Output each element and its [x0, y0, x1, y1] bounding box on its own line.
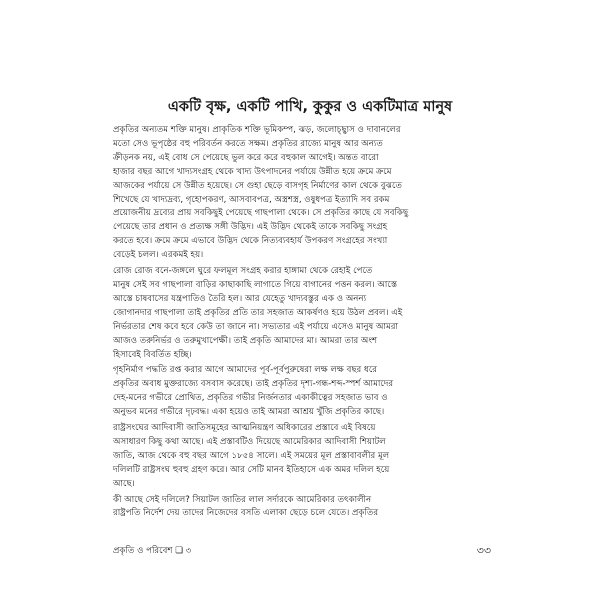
text-line: রোজ রোজ বনে-জঙ্গলে ঘুরে ফলমূল সংগ্রহ করার হাঙ্গামা থেকে রেহাই পেতে [113, 266, 373, 277]
text-line: প্রকৃতির অবাধ মুক্তরাজ্যে বসবাস করেছে। তাই প্রকৃতির দৃশ্য-গন্ধ-শব্দ-স্পর্শ আমাদের [113, 379, 394, 390]
text-line: আস্তে চাষবাসের যন্ত্রপাতিও তৈরি হল। আর যেহেতু খাদ্যবস্তুর এক ও অনন্য [113, 293, 367, 304]
text-line: রাষ্ট্রপতি নির্দেশ দেয় তাদের নিজেদের বসতি এলাকা ছেড়ে চলে যেতে। প্রকৃতির [113, 508, 379, 519]
text-line: দেহ-মনের গভীরে প্রোথিত, প্রকৃতির গভীর নির্জনতার একাকীত্বের সহজাত ভাব ও [113, 393, 388, 404]
text-line: নির্ভরতার শেষ কবে হবে কেউ তা জানে না। সভ্যতার এই পর্যায়ে এসেও মানুষ আমরা [113, 321, 398, 332]
text-line: ক্রীড়নক নয়, এই বোধ সে পেয়েছে ভুল করে করে বহুকাল আগেই। অন্তত বারো [113, 152, 379, 163]
running-footer-book-title: প্রকৃতি ও পরিবেশ ❏ ৩ [113, 546, 192, 556]
text-line: শিখেছে যে খাদ্যদ্রব্য, গৃহোপকরণ, আসবাবপত্র, অস্ত্রশস্ত্র, ওষুধপত্র ইত্যাদি সব রকম [113, 194, 390, 205]
paragraph-1 [113, 124, 491, 263]
page-number: ৩৩ [476, 544, 491, 557]
paragraph-2 [113, 265, 491, 362]
text-line: হিসাবেই বিবর্তিত হচ্ছি। [113, 349, 192, 360]
text-line: কী আছে সেই দলিলে? সিয়াটল জাতির লাল সর্দারকে আমেরিকার তৎকালীন [113, 494, 372, 505]
page-footer [113, 544, 491, 560]
text-line: প্রকৃতির অন্যতম শক্তি মানুষ। প্রাকৃতিক শক্তি ভূমিকম্প, ঝড়, জলোচ্ছ্বাস ও দাবানলের [113, 125, 401, 135]
text-line: অসাধারণ কিছু কথা আছে। এই প্রস্তাবটিও দিয়েছে আমেরিকার আদিবাসী শিয়াটল [113, 436, 386, 447]
text-line: মতো সেও ভূপৃষ্ঠের বহু পরিবর্তন করতে সক্ষম। প্রকৃতির রাজ্যে মানুষ আর অন্যত [113, 138, 383, 149]
paragraph-5 [113, 494, 491, 522]
paragraph-3 [113, 364, 491, 420]
text-line: আজকের পর্যায়ে সে উন্নীত হয়েছে। সে গুহা ছেড়ে বাসগৃহ নির্মাণের কাল থেকে বুঝতে [113, 180, 402, 191]
text-line: বেড়েই চলল। এরকমই হয়। [113, 250, 204, 261]
text-line: গৃহনির্মাণ পদ্ধতি রপ্ত করার আগে আমাদের পূর্ব-পূর্বপুরুষেরা লক্ষ লক্ষ বছর ধরে [113, 365, 378, 376]
paragraph-4 [113, 422, 491, 492]
text-line: জোগানদার গাছপালা তাই প্রকৃতির প্রতি তার সহজাত আকর্ষণও হয়ে উঠল প্রবল। এই [113, 307, 403, 318]
text-line: করতে হবে। ক্রমে ক্রমে এভাবে উদ্ভিদ থেকে নিত্যব্যবহার্য উপকরণ সংগ্রহের সংখ্যা [113, 236, 388, 247]
text-line: মানুষ সেই সব গাছপালা বাড়ির কাছাকাছি লাগাতে গিয়ে বাগানের পত্তন করল। আস্তে [113, 279, 398, 290]
text-line: জাতি, আজ থেকে বহু বছর আগে ১৮৫৪ সালে। এই সময়ের মূল প্রস্তাবাবলীর মূল [113, 450, 390, 461]
text-line: অনুভব মনের গভীরে দৃঢ়বদ্ধ। একা হয়েও তাই আমরা আশ্রয় খুঁজি প্রকৃতির কাছে। [113, 407, 385, 418]
text-line: আছে। [113, 478, 135, 489]
text-line: আজও তরুনির্ভর ও তরুমুখাপেক্ষী। তাই প্রকৃতি আমাদের মা। আমরা তার অংশ [113, 335, 378, 346]
text-line: পেয়েছে তার প্রধান ও প্রত্যক্ষ সঙ্গী উদ্ভিদ। এই উদ্ভিদ থেকেই তাকে সবকিছু সংগ্রহ [113, 222, 388, 233]
text-line: হাজার বছর আগে খাদ্যসংগ্রহ থেকে খাদ্য উৎপাদনের পর্যায়ে উন্নীত হয়ে ক্রমে ক্রমে [113, 166, 392, 177]
text-line: প্রয়োজনীয় দ্রব্যের প্রায় সবকিছুই পেয়েছে গাছপালা থেকে। সে প্রকৃতির কাছে যে সবকিছু [113, 208, 409, 219]
body-text [113, 124, 491, 523]
chapter-title: একটি বৃক্ষ, একটি পাখি, কুকুর ও একটিমাত্র মানুষ [167, 99, 453, 115]
text-line: রাষ্ট্রসংঘের আদিবাসী জাতিসমূহের আত্মনিয়ন্ত্রণ অধিকারের প্রস্তাবে এই বিষয়ে [113, 423, 376, 434]
text-line: দলিলটি রাষ্ট্রসংঘ হুবহু গ্রহণ করে। আর সেটি মানব ইতিহাসে এক অমর দলিল হয়ে [113, 464, 390, 475]
